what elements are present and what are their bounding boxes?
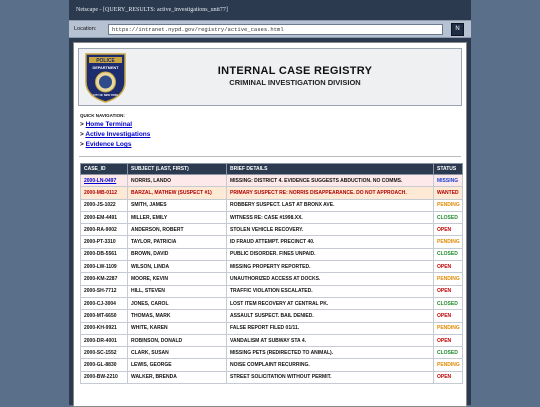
case-rows [81, 175, 463, 384]
table-row[interactable] [81, 322, 463, 334]
status-badge: CLOSED [434, 297, 463, 309]
subject-cell: BROWN, DAVID [128, 248, 227, 260]
case-id-cell: 2000-BW-2210 [81, 371, 128, 383]
details-cell: MISSING: DISTRICT 4. EVIDENCE SUGGESTS ABDUCTION. NO COMMS. [227, 175, 434, 187]
case-table [80, 163, 463, 384]
case-id-cell: 2000-MT-6650 [81, 310, 128, 322]
subject-cell: MILLER, EMILY [128, 211, 227, 223]
table-row[interactable] [81, 310, 463, 322]
details-cell: PRIMARY SUSPECT RE: NORRIS DISAPPEARANCE. DO NOT APPROACH. [227, 187, 434, 199]
divider [79, 156, 461, 157]
case-id-cell: 2000-CJ-3004 [81, 297, 128, 309]
case-id-cell: 2000-RA-9002 [81, 224, 128, 236]
netscape-logo-button[interactable]: N [451, 23, 464, 36]
status-badge: WANTED [434, 187, 463, 199]
case-id-cell [81, 175, 128, 187]
case-id-cell: 2000-JS-1022 [81, 199, 128, 211]
subject-cell: LEWIS, GEORGE [128, 359, 227, 371]
status-badge: PENDING [434, 199, 463, 211]
subject-cell: CLARK, SUSAN [128, 347, 227, 359]
status-badge: CLOSED [434, 248, 463, 260]
case-id-cell: 2000-KH-9921 [81, 322, 128, 334]
url-input[interactable]: https://intranet.nypd.gov/registry/active_cases.html [108, 24, 443, 35]
badge-mid-text: DEPARTMENT [92, 66, 119, 70]
status-badge: CLOSED [434, 347, 463, 359]
badge-top-text: POLICE [96, 58, 115, 64]
table-row[interactable] [81, 347, 463, 359]
details-cell: LOST ITEM RECOVERY AT CENTRAL PK. [227, 297, 434, 309]
details-cell: NOISE COMPLAINT RECURRING. [227, 359, 434, 371]
details-cell: ASSAULT SUSPECT. BAIL DENIED. [227, 310, 434, 322]
page-title: INTERNAL CASE REGISTRY [217, 65, 373, 77]
case-id-cell: 2000-SH-7712 [81, 285, 128, 297]
status-badge: MISSING [434, 175, 463, 187]
table-header-row [81, 164, 463, 175]
case-id-cell: 2000-PT-3310 [81, 236, 128, 248]
quicknav-item-evidence [80, 141, 466, 148]
subject-cell: WHITE, KAREN [128, 322, 227, 334]
status-badge: OPEN [434, 261, 463, 273]
badge-city-text: CITY OF NEW YORK [92, 94, 119, 97]
table-row[interactable] [81, 187, 463, 199]
subject-cell: NORRIS, LANDO [128, 175, 227, 187]
case-id-cell: 2000-DB-5561 [81, 248, 128, 260]
table-row[interactable] [81, 359, 463, 371]
quicknav-prefix: > [80, 141, 84, 148]
window-title: Netscape - [QUERY_RESULTS: active_investigations_unit77] [69, 0, 471, 20]
subject-cell: JONES, CAROL [128, 297, 227, 309]
status-badge: PENDING [434, 273, 463, 285]
subject-cell: BARZAL, MATHEW (SUSPECT #1) [128, 187, 227, 199]
details-cell: TRAFFIC VIOLATION ESCALATED. [227, 285, 434, 297]
status-badge: PENDING [434, 359, 463, 371]
location-label: Location: [74, 26, 97, 32]
details-cell: ROBBERY SUSPECT. LAST AT BRONX AVE. [227, 199, 434, 211]
table-row[interactable] [81, 199, 463, 211]
subject-cell: MOORE, KEVIN [128, 273, 227, 285]
subject-cell: WILSON, LINDA [128, 261, 227, 273]
status-badge: OPEN [434, 334, 463, 346]
status-badge: PENDING [434, 236, 463, 248]
evidence-logs-link[interactable]: Evidence Logs [85, 141, 132, 148]
status-badge: OPEN [434, 224, 463, 236]
table-row[interactable] [81, 371, 463, 383]
table-row[interactable] [81, 175, 463, 187]
details-cell: MISSING PETS (REDIRECTED TO ANIMAL). [227, 347, 434, 359]
details-cell: STREET SOLICITATION WITHOUT PERMIT. [227, 371, 434, 383]
details-cell: FALSE REPORT FILED 01/11. [227, 322, 434, 334]
subject-cell: TAYLOR, PATRICIA [128, 236, 227, 248]
header-subject: SUBJECT (LAST, FIRST) [128, 164, 227, 175]
table-row[interactable] [81, 224, 463, 236]
case-id-cell: 2000-SC-1552 [81, 347, 128, 359]
subject-cell: THOMAS, MARK [128, 310, 227, 322]
table-row[interactable] [81, 211, 463, 223]
status-badge: OPEN [434, 371, 463, 383]
status-badge: CLOSED [434, 211, 463, 223]
details-cell: MISSING PROPERTY REPORTED. [227, 261, 434, 273]
subject-cell: ANDERSON, ROBERT [128, 224, 227, 236]
case-id-cell: 2000-EM-4491 [81, 211, 128, 223]
active-investigations-link[interactable]: Active Investigations [85, 131, 151, 138]
subject-cell: WALKER, BRENDA [128, 371, 227, 383]
browser-window [69, 0, 471, 405]
table-row[interactable] [81, 236, 463, 248]
location-bar [69, 20, 471, 38]
case-id-cell: 2000-LW-1109 [81, 261, 128, 273]
table-row[interactable] [81, 285, 463, 297]
details-cell: UNAUTHORIZED ACCESS AT DOCKS. [227, 273, 434, 285]
table-row[interactable] [81, 261, 463, 273]
registry-header [78, 48, 462, 106]
status-badge: OPEN [434, 285, 463, 297]
subject-cell: SMITH, JAMES [128, 199, 227, 211]
case-id-cell: 2000-MB-0112 [81, 187, 128, 199]
quicknav-prefix: > [80, 131, 84, 138]
case-id-link[interactable]: 2000-LN-0497 [84, 177, 117, 184]
quick-navigation [80, 113, 466, 148]
details-cell: ID FRAUD ATTEMPT. PRECINCT 40. [227, 236, 434, 248]
table-row[interactable] [81, 297, 463, 309]
quicknav-prefix: > [80, 121, 84, 128]
case-id-cell: 2000-KM-2287 [81, 273, 128, 285]
home-terminal-link[interactable]: Home Terminal [85, 121, 133, 128]
quicknav-item-investigations [80, 131, 466, 138]
table-row[interactable] [81, 334, 463, 346]
page [73, 42, 467, 407]
content-area [69, 38, 471, 405]
page-subtitle: CRIMINAL INVESTIGATION DIVISION [229, 78, 361, 87]
details-cell: WITNESS RE: CASE #1998.XX. [227, 211, 434, 223]
table-row[interactable] [81, 273, 463, 285]
header-details: BRIEF DETAILS [227, 164, 434, 175]
details-cell: PUBLIC DISORDER. FINES UNPAID. [227, 248, 434, 260]
quicknav-title: QUICK NAVIGATION: [80, 113, 125, 118]
header-status: STATUS [434, 164, 463, 175]
header-title-block [79, 65, 461, 87]
details-cell: STOLEN VEHICLE RECOVERY. [227, 224, 434, 236]
quicknav-item-home [80, 121, 466, 128]
case-id-cell: 2000-GL-8830 [81, 359, 128, 371]
case-id-cell: 2000-DR-4001 [81, 334, 128, 346]
subject-cell: HILL, STEVEN [128, 285, 227, 297]
status-badge: OPEN [434, 310, 463, 322]
status-badge: PENDING [434, 322, 463, 334]
table-row[interactable] [81, 248, 463, 260]
subject-cell: ROBINSON, DONALD [128, 334, 227, 346]
details-cell: VANDALISM AT SUBWAY STA 4. [227, 334, 434, 346]
header-case-id: CASE_ID [81, 164, 128, 175]
